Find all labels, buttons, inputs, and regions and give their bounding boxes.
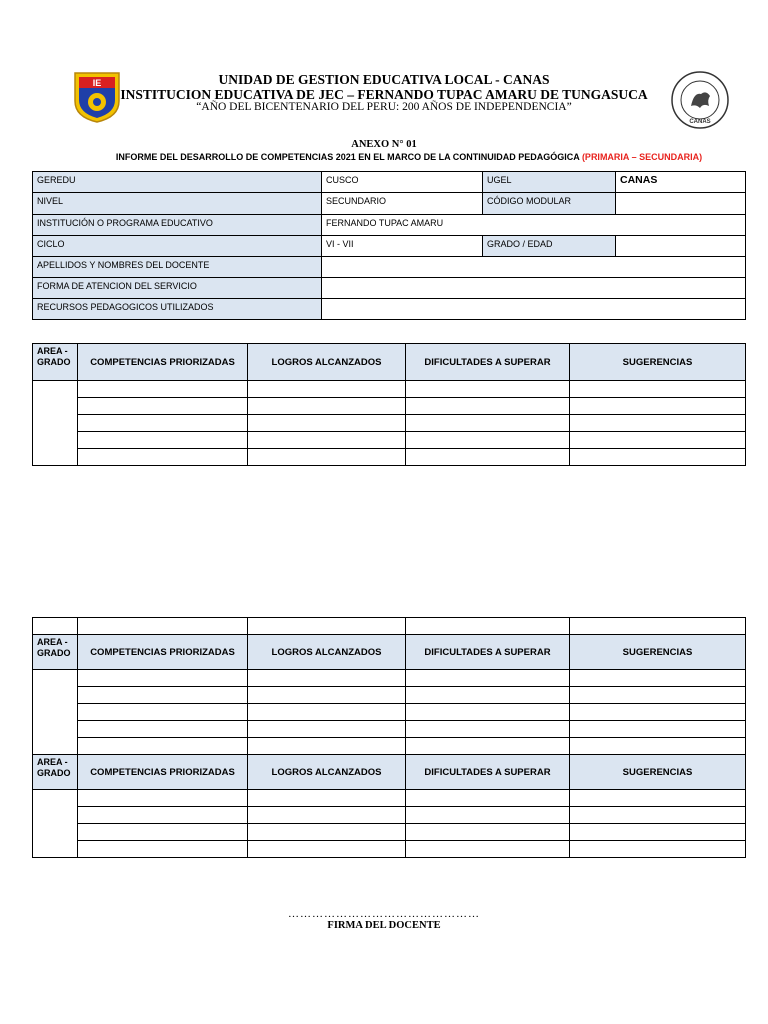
table-cell[interactable] (406, 790, 570, 807)
table-cell[interactable] (406, 415, 570, 432)
table-cell[interactable] (248, 824, 406, 841)
table-cell[interactable] (78, 807, 248, 824)
area-cell[interactable] (33, 381, 78, 466)
nivel-value[interactable]: SECUNDARIO (322, 193, 483, 215)
table-cell[interactable] (406, 824, 570, 841)
forma-value[interactable] (322, 278, 746, 299)
table-cell[interactable] (248, 807, 406, 824)
table-cell[interactable] (406, 618, 570, 635)
logo-left-text: IE (92, 78, 102, 88)
table-cell[interactable] (570, 381, 746, 398)
recursos-label: RECURSOS PEDAGOGICOS UTILIZADOS (33, 299, 322, 320)
table-cell[interactable] (406, 841, 570, 858)
table-cell[interactable] (248, 687, 406, 704)
table-cell[interactable] (78, 670, 248, 687)
report-title (50, 152, 768, 162)
table-cell[interactable] (248, 381, 406, 398)
table-cell[interactable] (78, 398, 248, 415)
table-cell[interactable] (406, 738, 570, 755)
grado-value[interactable] (616, 236, 746, 257)
sugerencias-header: SUGERENCIAS (570, 635, 746, 670)
table-cell[interactable] (248, 738, 406, 755)
logros-header: LOGROS ALCANZADOS (248, 635, 406, 670)
table-cell[interactable] (570, 721, 746, 738)
signature-label: FIRMA DEL DOCENTE (327, 920, 441, 931)
dificultades-header: DIFICULTADES A SUPERAR (406, 344, 570, 381)
codigo-value[interactable] (616, 193, 746, 215)
area-cell[interactable] (33, 790, 78, 858)
table-cell[interactable] (78, 415, 248, 432)
table-cell[interactable] (248, 704, 406, 721)
table-cell[interactable] (406, 670, 570, 687)
table-cell[interactable] (406, 704, 570, 721)
table-cell[interactable] (570, 670, 746, 687)
recursos-value[interactable] (322, 299, 746, 320)
sugerencias-header: SUGERENCIAS (570, 755, 746, 790)
table-cell[interactable] (570, 807, 746, 824)
competencias-table-1 (32, 343, 746, 466)
table-cell[interactable] (406, 807, 570, 824)
area-cell[interactable] (33, 670, 78, 755)
ciclo-label: CICLO (33, 236, 322, 257)
table-cell[interactable] (78, 381, 248, 398)
docente-value[interactable] (322, 257, 746, 278)
ugel-value[interactable]: CANAS (616, 172, 746, 193)
table-cell[interactable] (570, 841, 746, 858)
table-cell[interactable] (78, 738, 248, 755)
competencias-header: COMPETENCIAS PRIORIZADAS (78, 635, 248, 670)
geredu-value[interactable]: CUSCO (322, 172, 483, 193)
ciclo-value[interactable]: VI - VII (322, 236, 483, 257)
institucion-label: INSTITUCIÓN O PROGRAMA EDUCATIVO (33, 215, 322, 236)
codigo-label: CÓDIGO MODULAR (483, 193, 616, 215)
header-line-3: “AÑO DEL BICENTENARIO DEL PERU: 200 AÑOS DE INDEPENDENCIA” (196, 101, 572, 113)
table-cell[interactable] (248, 449, 406, 466)
table-cell[interactable] (248, 721, 406, 738)
table-cell[interactable] (248, 398, 406, 415)
table-cell[interactable] (570, 790, 746, 807)
table-cell[interactable] (406, 432, 570, 449)
table-cell[interactable] (248, 841, 406, 858)
annex-title: ANEXO N° 01 (351, 139, 417, 150)
table-cell[interactable] (78, 841, 248, 858)
table-cell[interactable] (78, 790, 248, 807)
area-grado-header: AREA - GRADO (33, 344, 78, 381)
table-cell[interactable] (78, 449, 248, 466)
table-cell[interactable] (570, 704, 746, 721)
competencias-table-2 (32, 617, 746, 858)
header-line-1: UNIDAD DE GESTION EDUCATIVA LOCAL - CANAS (218, 72, 550, 87)
table-cell[interactable] (78, 721, 248, 738)
table-cell[interactable] (570, 398, 746, 415)
table-cell[interactable] (78, 824, 248, 841)
geredu-label: GEREDU (33, 172, 322, 193)
report-title-highlight: (PRIMARIA – SECUNDARIA) (581, 152, 703, 162)
forma-label: FORMA DE ATENCION DEL SERVICIO (33, 278, 322, 299)
table-cell[interactable] (570, 449, 746, 466)
table-cell[interactable] (406, 381, 570, 398)
table-cell[interactable] (570, 618, 746, 635)
table-cell[interactable] (78, 618, 248, 635)
area-grado-header: AREA - GRADO (33, 635, 78, 670)
report-title-prefix: INFORME DEL DESARROLLO DE COMPETENCIAS 2021 EN EL MARCO DE LA CONTINUIDAD PEDAGÓGICA (115, 152, 580, 162)
table-cell[interactable] (570, 432, 746, 449)
table-cell[interactable] (78, 704, 248, 721)
competencias-header: COMPETENCIAS PRIORIZADAS (78, 755, 248, 790)
competencias-header: COMPETENCIAS PRIORIZADAS (78, 344, 248, 381)
table-cell[interactable] (406, 398, 570, 415)
dificultades-header: DIFICULTADES A SUPERAR (406, 635, 570, 670)
table-cell[interactable] (570, 415, 746, 432)
table-cell[interactable] (248, 415, 406, 432)
sugerencias-header: SUGERENCIAS (570, 344, 746, 381)
table-cell[interactable] (570, 738, 746, 755)
table-cell[interactable] (406, 449, 570, 466)
grado-label: GRADO / EDAD (483, 236, 616, 257)
logros-header: LOGROS ALCANZADOS (248, 344, 406, 381)
table-cell[interactable] (248, 432, 406, 449)
dificultades-header: DIFICULTADES A SUPERAR (406, 755, 570, 790)
header-line-2: INSTITUCION EDUCATIVA DE JEC – FERNANDO TUPAC AMARU DE TUNGASUCA (120, 87, 648, 102)
table-cell[interactable] (248, 670, 406, 687)
table-cell[interactable] (406, 721, 570, 738)
table-cell[interactable] (570, 824, 746, 841)
table-cell[interactable] (406, 687, 570, 704)
institucion-value[interactable]: FERNANDO TUPAC AMARU (322, 215, 746, 236)
nivel-label: NIVEL (33, 193, 322, 215)
info-table (32, 171, 746, 320)
ugel-label: UGEL (483, 172, 616, 193)
table-cell[interactable] (33, 618, 78, 635)
table-cell[interactable] (78, 432, 248, 449)
table-cell[interactable] (248, 618, 406, 635)
table-cell[interactable] (78, 687, 248, 704)
logros-header: LOGROS ALCANZADOS (248, 755, 406, 790)
table-cell[interactable] (570, 687, 746, 704)
table-cell[interactable] (248, 790, 406, 807)
signature-line: ………………………………………… (288, 908, 480, 920)
seal-bottom-text: CANAS (689, 119, 711, 125)
area-grado-header: AREA - GRADO (33, 755, 78, 790)
docente-label: APELLIDOS Y NOMBRES DEL DOCENTE (33, 257, 322, 278)
